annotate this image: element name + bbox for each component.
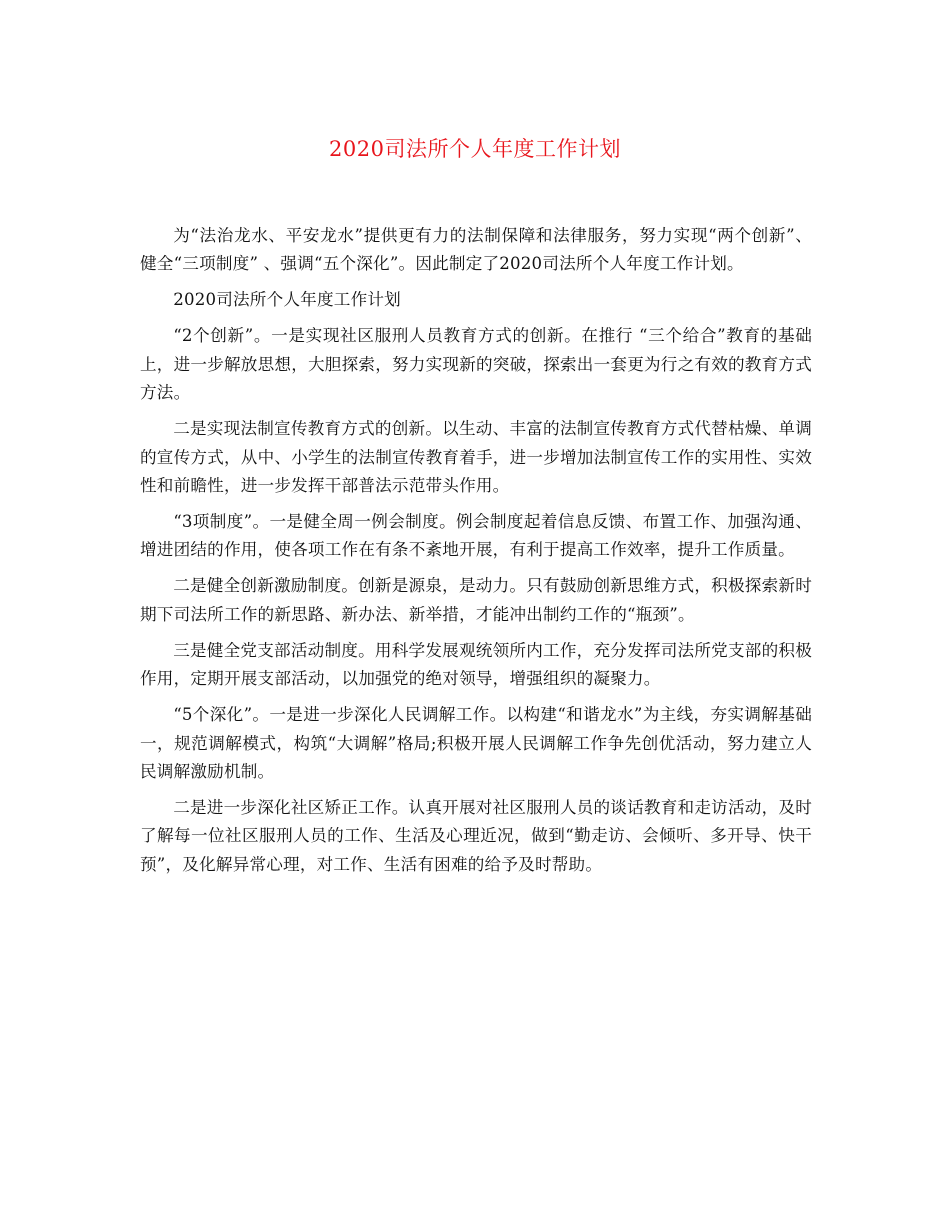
- document-body: [140, 222, 812, 887]
- paragraph-intro: 为“法治龙水、平安龙水”提供更有力的法制保障和法律服务，努力实现“两个创新”、健全“三项制度” 、强调“五个深化”。因此制定了2020司法所个人年度工作计划。: [140, 226, 812, 274]
- paragraph-system-2: 二是健全创新激励制度。创新是源泉，是动力。只有鼓励创新思维方式，积极探索新时期下司法所工作的新思路、新办法、新举措，才能冲出制约工作的“瓶颈”。: [140, 576, 812, 624]
- paragraph-system-3: 三是健全党支部活动制度。用科学发展观统领所内工作，充分发挥司法所党支部的积极作用，定期开展支部活动，以加强党的绝对领导，增强组织的凝聚力。: [140, 640, 812, 689]
- paragraph-innovation-1: “2个创新”。一是实现社区服刑人员教育方式的创新。在推行 “三个给合”教育的基础上，进一步解放思想，大胆探索，努力实现新的突破，探索出一套更为行之有效的教育方式方法。: [140, 326, 812, 403]
- paragraph-system-1: “3项制度”。一是健全周一例会制度。例会制度起着信息反馈、布置工作、加强沟通、增进团结的作用，使各项工作在有条不紊地开展，有利于提高工作效率，提升工作质量。: [140, 512, 812, 560]
- document-title: 2020司法所个人年度工作计划: [329, 137, 621, 161]
- paragraph-subtitle: 2020司法所个人年度工作计划: [173, 290, 401, 310]
- paragraph-deepen-2: 二是进一步深化社区矫正工作。认真开展对社区服刑人员的谈话教育和走访活动，及时了解每一位社区服刑人员的工作、生活及心理近况，做到“勤走访、会倾听、多开导、快干预”，及化解异常心理，对工作、生活有困难的给予及时帮助。: [140, 798, 812, 874]
- paragraph-innovation-2: 二是实现法制宣传教育方式的创新。以生动、丰富的法制宣传教育方式代替枯燥、单调的宣传方式，从中、小学生的法制宣传教育着手，进一步增加法制宣传工作的实用性、实效性和前瞻性，进一步发挥干部普法示范带头作用。: [140, 419, 812, 496]
- paragraph-deepen-1: “5个深化”。一是进一步深化人民调解工作。以构建“和谐龙水”为主线，夯实调解基础一，规范调解模式，构筑“大调解”格局;积极开展人民调解工作争先创优活动，努力建立人民调解激励机制。: [140, 705, 812, 782]
